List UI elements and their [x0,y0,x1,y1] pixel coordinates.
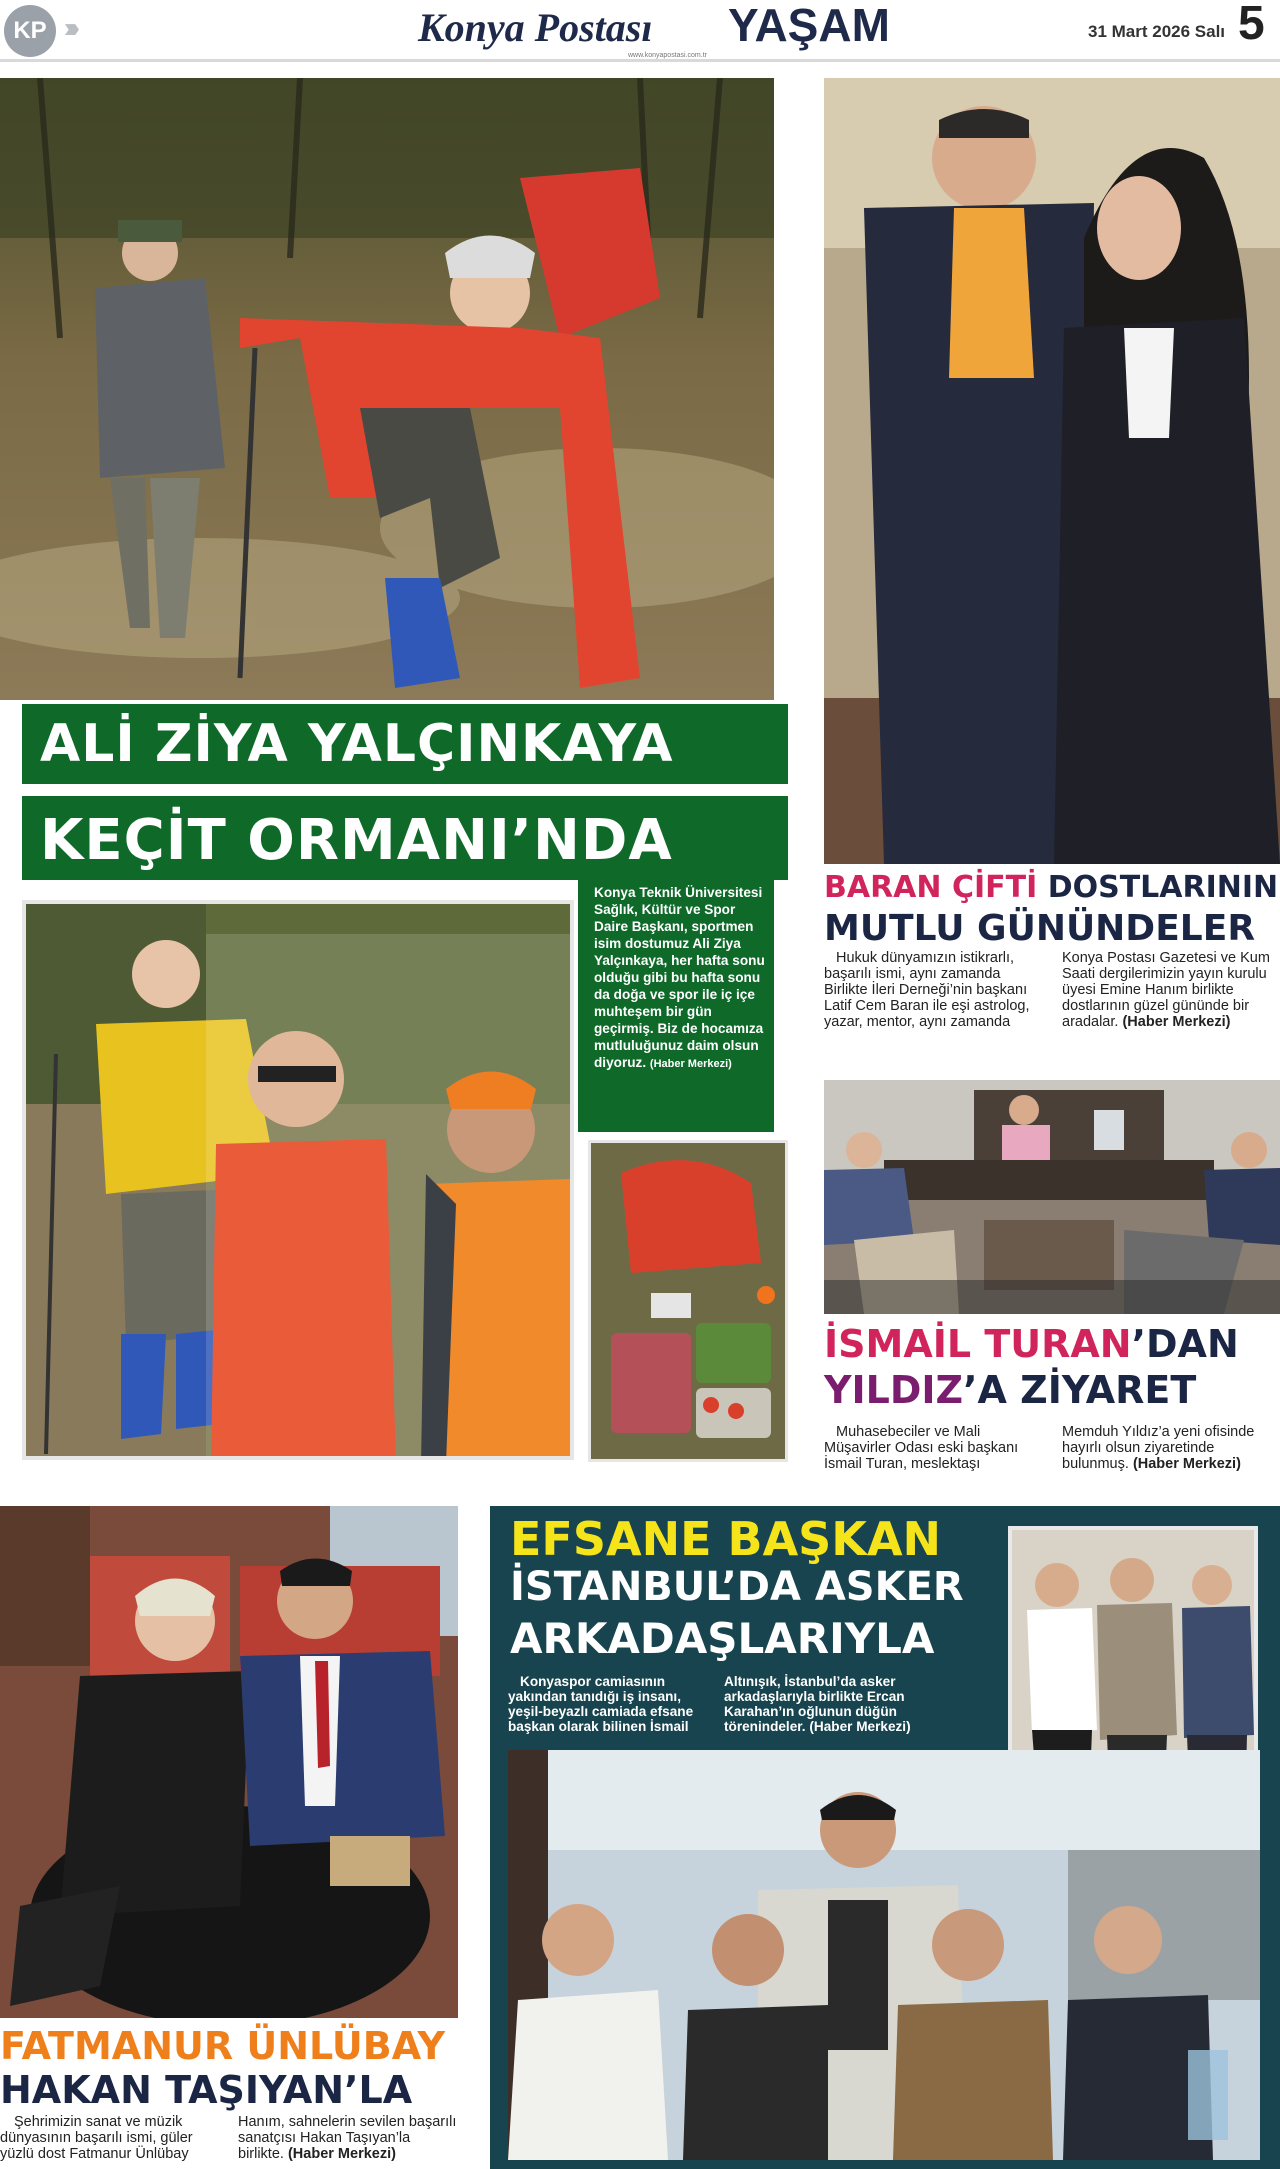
efsane-group-photo [508,1750,1260,2160]
ismail-col2: Memduh Yıldız’a yeni ofisinde hayırlı olsun ziyaretinde bulunmuş. (Haber Merkezi) [1062,1424,1255,1472]
issue-date: 31 Mart 2026 Salı [1088,22,1226,41]
fatmanur-col1: Şehrimizin sanat ve müzik dünyasının başarılı ismi, güler yüzlü dost Fatmanur Ünlübay [0,2114,193,2162]
page-number: 5 [1238,0,1265,50]
hike-body: Konya Teknik Üniversitesi Sağlık, Kültür ve Spor Daire Başkanı, sportmen isim dostumuz Ali Ziya Yalçınkaya, her hafta sonu olduğu gibi bu hafta sonu da doğa ve spor ile iç içe muhteşem bir gün geçirmiş. Biz de hocamıza mutluluğunuz daim olsun diyoruz. (Haber Merkezi) [594,885,765,1070]
baran-headline: BARAN ÇİFTİ DOSTLARININ MUTLU GÜNÜNDELER [824,870,1279,949]
baran-col1: Hukuk dünyamızın istikrarlı, başarılı ismi, aynı zamanda Birlikte İleri Derneği’nin başkanı Latif Cem Baran ile eşi astrolog, yazar, mentor, aynı zamanda [824,950,1030,1030]
newspaper-logo: KP [4,5,56,57]
chevrons-icon: ››› [64,12,74,43]
page-header [0,0,1280,62]
site-url: www.konyapostasi.com.tr [628,52,707,59]
hike-headline-line1: ALİ ZİYA YALÇINKAYA [22,704,788,784]
baran-couple-photo [824,78,1280,864]
hiking-group-photo [22,900,574,1460]
picnic-photo [588,1140,788,1462]
ismail-col1: Muhasebeciler ve Mali Müşavirler Odası eski başkanı İsmail Turan, meslektaşı [824,1424,1019,1472]
fatmanur-headline: FATMANUR ÜNLÜBAY HAKAN TAŞIYAN’LA [0,2024,445,2112]
section-title: YAŞAM [728,0,890,51]
efsane-panel: EFSANE BAŞKAN İSTANBUL’DA ASKER ARKADAŞLARIYLA Konyaspor camiasının yakından tanıdığı iş insanı, yeşil-beyazlı camiada efsane başkan olarak bilinen İsmail Altınışık, İstanbul’da asker arkadaşlarıyla birlikte Ercan Karahan’ın oğlunun düğün törenindeler. (Haber Merkezi) [490,1506,1280,2169]
ismail-headline: İSMAİL TURAN’DAN YILDIZ’A ZİYARET [824,1322,1239,1412]
efsane-col2: Altınışık, İstanbul’da asker arkadaşlarıyla birlikte Ercan Karahan’ın oğlunun düğün törenindeler. (Haber Merkezi) [724,1674,911,1734]
fatmanur-col2: Hanım, sahnelerin sevilen başarılı sanatçısı Hakan Taşıyan’la birlikte. (Haber Merkezi) [238,2114,457,2162]
hiking-main-photo [0,78,774,700]
fatmanur-photo [0,1506,458,2018]
baran-col2: Konya Postası Gazetesi ve Kum Saati dergilerimizin yayın kurulu üyesi Emine Hanım birlikte dostlarının güzel gününde bir aradalar. (Haber Merkezi) [1062,950,1270,1030]
efsane-col1: Konyaspor camiasının yakından tanıdığı iş insanı, yeşil-beyazlı camiada efsane başkan olarak bilinen İsmail [508,1674,694,1734]
hike-headline-line2: KEÇİT ORMANI’NDA [22,796,788,880]
hike-text-box [578,880,774,1132]
ismail-office-photo [824,1080,1280,1314]
newspaper-name: Konya Postası [418,5,653,50]
